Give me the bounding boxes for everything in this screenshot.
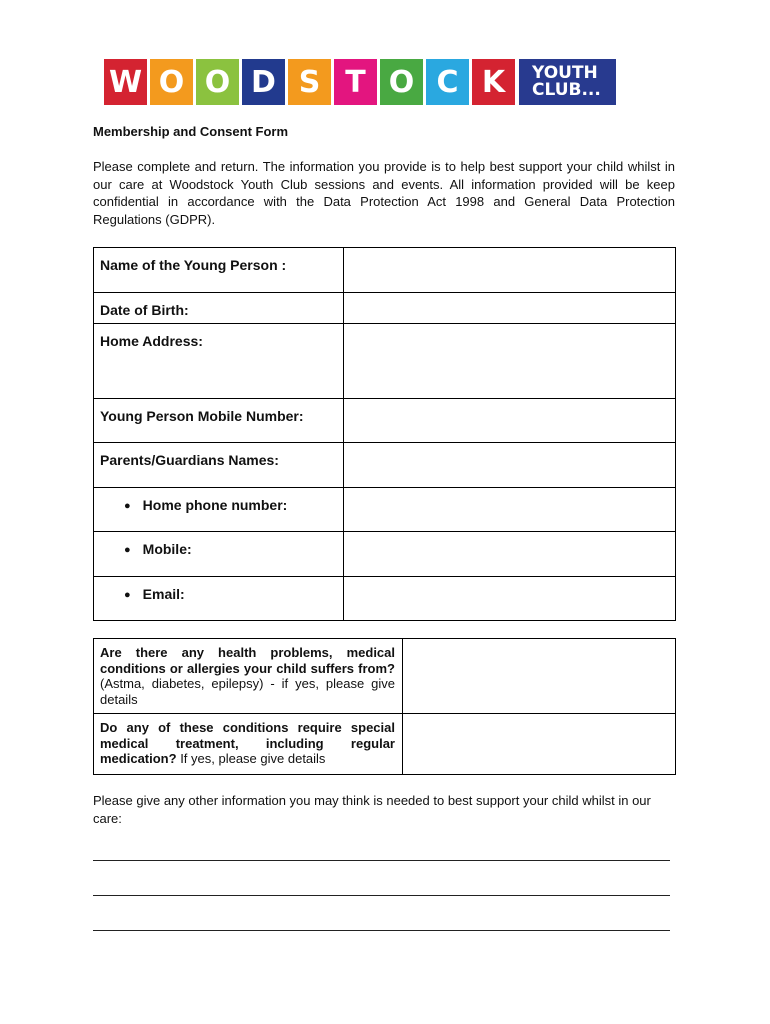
email-field[interactable]	[344, 577, 676, 621]
address-field[interactable]	[344, 324, 676, 399]
logo-letter: K	[472, 59, 515, 105]
email-label	[94, 577, 344, 621]
home-phone-field[interactable]	[344, 488, 676, 532]
parent-mobile-label	[94, 532, 344, 577]
parent-mobile-field[interactable]	[344, 532, 676, 577]
logo-letter: O	[380, 59, 423, 105]
logo-letter: D	[242, 59, 285, 105]
form-title: Membership and Consent Form	[93, 124, 289, 139]
treatment-question-detail: If yes, please give details	[176, 751, 326, 766]
name-field[interactable]	[344, 248, 676, 293]
answer-line[interactable]	[93, 860, 670, 861]
intro-paragraph: Please complete and return. The information you provide is to help best support your child whilst in our care at Woodstock Youth Club sessions and events. All information provided will be keep confidential in accordance with the Data Protection Act 1998 and General Data Protection Regulations (GDPR).	[93, 159, 675, 227]
mobile-field[interactable]	[344, 399, 676, 443]
logo-tag-line2: CLUB...	[532, 80, 601, 100]
health-question-detail: (Astma, diabetes, epilepsy) - if yes, please give details	[100, 676, 395, 707]
answer-line[interactable]	[93, 930, 670, 931]
logo-youth-club-tag	[519, 59, 616, 105]
address-label: Home Address:	[94, 324, 344, 399]
answer-line[interactable]	[93, 895, 670, 896]
logo-letter: O	[196, 59, 239, 105]
dob-label: Date of Birth:	[94, 293, 344, 324]
logo-letter: C	[426, 59, 469, 105]
email-text: Email:	[142, 586, 185, 602]
name-label: Name of the Young Person :	[94, 248, 344, 293]
treatment-question-bold: Do any of these conditions require special medical treatment, including regular medication?	[100, 720, 395, 766]
personal-details-table	[93, 247, 676, 621]
home-phone-label	[94, 488, 344, 532]
dob-field[interactable]	[344, 293, 676, 324]
logo-tag-line1: YOUTH	[532, 63, 598, 83]
other-info-prompt: Please give any other information you may think is needed to best support your child whilst in our care:	[93, 793, 651, 826]
treatment-answer-field[interactable]	[403, 714, 676, 775]
woodstock-logo	[104, 59, 616, 105]
parent-mobile-text: Mobile:	[142, 541, 192, 557]
logo-letter: O	[150, 59, 193, 105]
health-answer-field[interactable]	[403, 639, 676, 714]
mobile-label: Young Person Mobile Number:	[94, 399, 344, 443]
logo-letter: T	[334, 59, 377, 105]
treatment-question	[94, 714, 403, 775]
health-question	[94, 639, 403, 714]
health-question-bold: Are there any health problems, medical conditions or allergies your child suffers from?	[100, 645, 395, 676]
home-phone-text: Home phone number:	[142, 497, 288, 513]
parents-label: Parents/Guardians Names:	[94, 443, 344, 488]
parents-field[interactable]	[344, 443, 676, 488]
logo-letter: S	[288, 59, 331, 105]
health-table	[93, 638, 676, 775]
logo-letter: W	[104, 59, 147, 105]
